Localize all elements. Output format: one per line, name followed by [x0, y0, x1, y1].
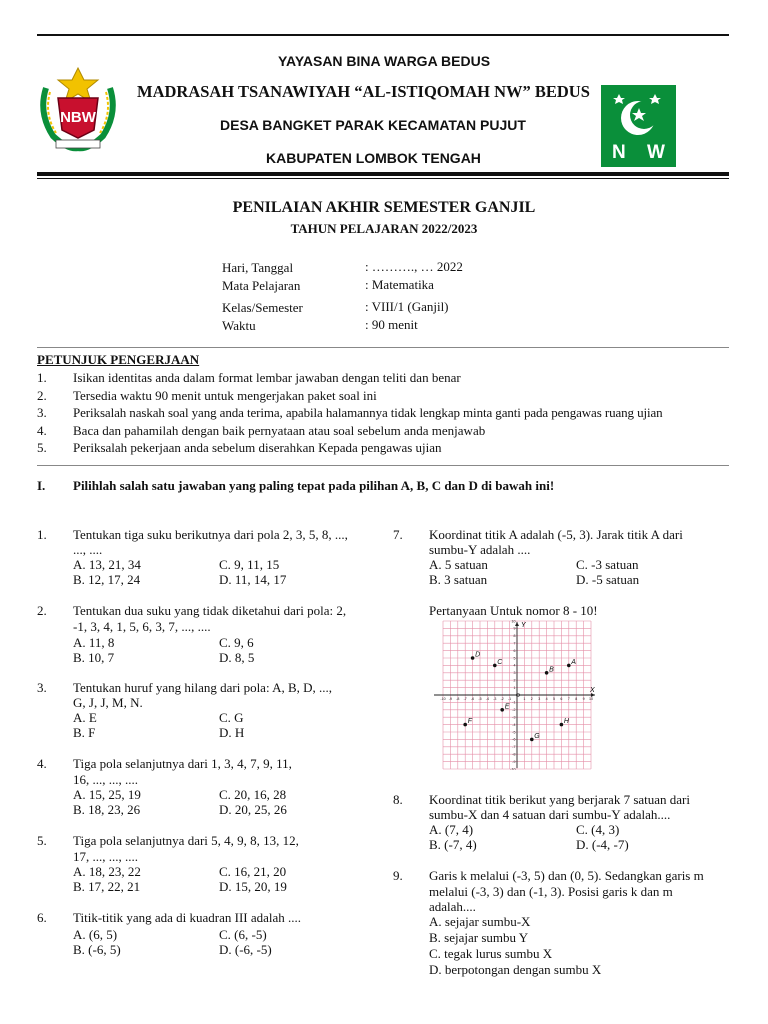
info-value: : Matematika	[365, 276, 434, 292]
question-number: 9.	[393, 868, 403, 883]
info-value: : 90 menit	[365, 316, 418, 332]
y-tick-label: -5	[512, 730, 516, 735]
point-g	[530, 738, 534, 742]
option-b[interactable]: B. 18, 23, 26	[73, 802, 141, 817]
x-tick-label: -10	[440, 697, 446, 701]
coordinate-graph	[432, 620, 597, 770]
question-line: ..., ....	[73, 542, 103, 557]
question-number: 1.	[37, 527, 47, 542]
option-c[interactable]: C. G	[219, 710, 244, 725]
logo-left-lettering: NBW	[60, 109, 96, 126]
option-d[interactable]: D. 8, 5	[219, 650, 255, 665]
origin-label: O	[516, 693, 520, 699]
instructions-rule-top	[37, 347, 729, 348]
x-tick-label: -6	[470, 697, 475, 701]
question-line: G, J, J, M, N.	[73, 695, 143, 710]
info-label: Mata Pelajaran	[222, 277, 301, 293]
info-row-date	[222, 259, 622, 277]
y-tick-label: 5	[513, 656, 516, 661]
info-value: : VIII/1 (Ganjil)	[365, 298, 449, 314]
y-tick-label: 3	[513, 671, 516, 676]
option-a[interactable]: A. 13, 21, 34	[73, 557, 141, 572]
instruction-text: Periksalah naskah soal yang anda terima, apabila halamannya tidak lengkap minta ganti pada pengawas ruang ujian	[73, 405, 663, 420]
point-d	[471, 656, 475, 660]
y-tick-label: 10	[511, 620, 516, 624]
instruction-item	[37, 440, 737, 458]
question-line: 16, ..., ..., ....	[73, 772, 138, 787]
exam-info	[222, 259, 622, 335]
question-number: 5.	[37, 833, 47, 848]
x-tick-label: -7	[463, 697, 467, 701]
option-c[interactable]: C. 9, 11, 15	[219, 557, 280, 572]
option-c[interactable]: C. (6, -5)	[219, 927, 267, 942]
x-tick-label: -2	[500, 697, 504, 701]
option-d[interactable]: D. H	[219, 725, 245, 740]
option-d[interactable]: D. 20, 25, 26	[219, 802, 287, 817]
question-number: 4.	[37, 756, 47, 771]
option-c[interactable]: C. 20, 16, 28	[219, 787, 287, 802]
point-c	[493, 664, 497, 668]
instruction-text: Tersedia waktu 90 menit untuk mengerjakan paket soal ini	[73, 387, 377, 403]
question-line: 17, ..., ..., ....	[73, 849, 138, 864]
question-line: sumbu-X dan 4 satuan dari sumbu-Y adalah....	[429, 807, 671, 822]
question-line: Tentukan tiga suku berikutnya dari pola 2, 3, 5, 8, ...,	[73, 527, 348, 542]
question-line: Koordinat titik berikut yang berjarak 7 satuan dari	[429, 792, 691, 807]
option-a[interactable]: A. E	[73, 710, 97, 725]
x-tick-label: 1	[523, 697, 526, 701]
instructions-heading: PETUNJUK PENGERJAAN	[37, 352, 200, 367]
school-logo-left	[28, 58, 128, 158]
question-line: Tentukan huruf yang hilang dari pola: A, B, D, ...,	[73, 680, 333, 695]
question-line: Tiga pola selanjutnya dari 5, 4, 9, 8, 13, 12,	[73, 833, 299, 848]
option-b[interactable]: B. F	[73, 725, 96, 740]
question-number: 2.	[37, 603, 47, 618]
option-b[interactable]: B. 17, 22, 21	[73, 879, 141, 894]
point-label: G	[534, 732, 540, 740]
point-label: E	[504, 703, 510, 711]
instruction-number: 2.	[37, 387, 47, 403]
instructions-list	[37, 370, 737, 458]
y-tick-label: -6	[512, 737, 516, 742]
x-tick-label: -3	[493, 697, 497, 701]
option-c[interactable]: C. tegak lurus sumbu X	[429, 946, 553, 961]
section-number: I.	[37, 478, 46, 493]
x-tick-label: -1	[507, 697, 512, 701]
info-label: Kelas/Semester	[222, 299, 303, 315]
option-a[interactable]: A. 11, 8	[73, 635, 115, 650]
header-rule-thin	[37, 178, 729, 179]
point-a	[567, 664, 571, 668]
x-tick-label: 9	[582, 697, 585, 701]
point-label: B	[549, 666, 554, 674]
point-label: H	[563, 718, 569, 726]
exam-year: TAHUN PELAJARAN 2022/2023	[290, 221, 478, 236]
x-tick-label: 3	[538, 697, 541, 701]
x-tick-label: 8	[575, 697, 578, 701]
y-tick-label: -7	[512, 745, 516, 750]
y-tick-label: -1	[512, 700, 516, 705]
question-line: Titik-titik yang ada di kuadran III adalah ....	[73, 910, 302, 925]
option-a[interactable]: A. 5 satuan	[429, 557, 488, 572]
coordinate-plane	[432, 620, 597, 770]
instruction-number: 1.	[37, 370, 47, 385]
point-h	[560, 723, 564, 727]
axis-y-label: Y	[521, 622, 526, 629]
y-tick-label: -2	[512, 708, 516, 713]
point-b	[545, 671, 549, 675]
logo-right-lettering: N W	[612, 142, 665, 163]
y-tick-label: 1	[513, 685, 516, 690]
question-number: 8.	[393, 792, 403, 807]
option-d[interactable]: D. 11, 14, 17	[219, 572, 287, 587]
nw-logo-right	[601, 85, 676, 167]
option-d[interactable]: D. -5 satuan	[576, 572, 640, 587]
point-label: D	[475, 651, 481, 659]
option-b[interactable]: B. 3 satuan	[429, 572, 488, 587]
point-label: A	[571, 658, 576, 666]
instruction-text: Baca dan pahamilah dengan baik pernyataan atau soal sebelum anda menjawab	[73, 422, 486, 438]
question-line: Tentukan dua suku yang tidak diketahui dari pola: 2,	[73, 603, 347, 618]
question-number: 3.	[37, 680, 47, 695]
y-arrow-icon	[515, 622, 519, 626]
school-emblem-icon	[28, 58, 128, 158]
instructions-rule-bottom	[37, 465, 729, 466]
option-a[interactable]: A. 15, 25, 19	[73, 787, 141, 802]
option-c[interactable]: C. 16, 21, 20	[219, 864, 287, 879]
x-tick-label: 6	[560, 697, 563, 701]
y-tick-label: -9	[512, 759, 516, 764]
x-tick-label: -4	[485, 697, 490, 701]
question-line: Koordinat titik A adalah (-5, 3). Jarak titik A dari	[429, 527, 683, 542]
x-tick-label: 5	[553, 697, 555, 701]
option-b[interactable]: B. (-7, 4)	[429, 837, 477, 852]
section-instruction: Pilihlah salah satu jawaban yang paling tepat pada pilihan A, B, C dan D di bawah ini!	[73, 478, 555, 493]
instruction-item	[37, 423, 737, 441]
option-b[interactable]: B. sejajar sumbu Y	[429, 930, 529, 945]
axis-x-label: X	[590, 687, 595, 694]
foundation-name: YAYASAN BINA WARGA BEDUS	[277, 53, 491, 69]
y-tick-label: -10	[510, 767, 516, 770]
x-tick-label: -8	[456, 697, 460, 701]
regency-address: KABUPATEN LOMBOK TENGAH	[266, 150, 481, 166]
instruction-item	[37, 370, 737, 388]
point-f	[463, 723, 467, 727]
y-tick-label: -3	[512, 715, 516, 720]
info-row-subject	[222, 277, 622, 299]
x-tick-label: 4	[545, 697, 548, 701]
option-b[interactable]: B. (-6, 5)	[73, 942, 121, 957]
option-a[interactable]: A. 18, 23, 22	[73, 864, 141, 879]
option-d[interactable]: D. 15, 20, 19	[219, 879, 287, 894]
question-line: Garis k melalui (-3, 5) dan (0, 5). Sedangkan garis m	[429, 868, 704, 883]
x-tick-label: -9	[448, 697, 453, 701]
instruction-item	[37, 405, 737, 423]
point-label: F	[467, 718, 472, 726]
x-tick-label: 7	[567, 697, 570, 701]
y-tick-label: -8	[512, 752, 516, 757]
option-a[interactable]: A. (7, 4)	[429, 822, 474, 837]
info-row-class	[222, 299, 622, 317]
instruction-number: 4.	[37, 422, 47, 438]
village-address: DESA BANGKET PARAK KECAMATAN PUJUT	[220, 117, 526, 133]
option-c[interactable]: C. (4, 3)	[576, 822, 620, 837]
exam-title: PENILAIAN AKHIR SEMESTER GANJIL	[232, 199, 536, 216]
graph-caption: Pertanyaan Untuk nomor 8 - 10!	[429, 603, 598, 618]
instruction-text: Periksalah pekerjaan anda sebelum diserahkan Kepada pengawas ujian	[73, 440, 442, 455]
point-label: C	[497, 658, 503, 666]
y-tick-label: 2	[513, 678, 516, 683]
info-row-time	[222, 317, 622, 335]
option-c[interactable]: C. -3 satuan	[576, 557, 639, 572]
option-a[interactable]: A. sejajar sumbu-X	[429, 914, 531, 929]
option-d[interactable]: D. berpotongan dengan sumbu X	[429, 962, 602, 977]
option-b[interactable]: B. 12, 17, 24	[73, 572, 141, 587]
y-tick-label: 4	[513, 663, 516, 668]
question-line: Tiga pola selanjutnya dari 1, 3, 4, 7, 9, 11,	[73, 756, 292, 771]
question-line: adalah....	[429, 899, 476, 914]
x-tick-label: 10	[589, 697, 593, 701]
info-label: Waktu	[222, 317, 256, 333]
info-value: : ………., … 2022	[365, 259, 463, 274]
option-a[interactable]: A. (6, 5)	[73, 927, 118, 942]
instruction-text: Isikan identitas anda dalam format lembar jawaban dengan teliti dan benar	[73, 370, 461, 385]
question-line: melalui (-3, 3) dan (-1, 3). Posisi garis k dan m	[429, 884, 673, 899]
header-rule-thick	[37, 172, 729, 176]
option-c[interactable]: C. 9, 6	[219, 635, 254, 650]
y-tick-label: -4	[512, 722, 516, 727]
y-tick-label: 7	[513, 641, 516, 646]
question-line: sumbu-Y adalah ....	[429, 542, 531, 557]
x-tick-label: 2	[530, 697, 533, 701]
question-number: 7.	[393, 527, 403, 542]
y-tick-label: 8	[513, 634, 516, 639]
option-d[interactable]: D. (-4, -7)	[576, 837, 629, 852]
instruction-item	[37, 388, 737, 406]
y-tick-label: 9	[513, 626, 516, 631]
instruction-number: 3.	[37, 405, 47, 420]
question-number: 6.	[37, 910, 47, 925]
option-d[interactable]: D. (-6, -5)	[219, 942, 272, 957]
point-e	[500, 708, 504, 712]
question-line: -1, 3, 4, 1, 5, 6, 3, 7, ..., ....	[73, 619, 211, 634]
instruction-number: 5.	[37, 440, 47, 455]
school-name: MADRASAH TSANAWIYAH “AL-ISTIQOMAH NW” BEDUS	[137, 82, 590, 101]
x-tick-label: -5	[478, 697, 482, 701]
info-label: Hari, Tanggal	[222, 260, 294, 275]
option-b[interactable]: B. 10, 7	[73, 650, 115, 665]
top-rule	[37, 34, 729, 36]
y-tick-label: 6	[513, 648, 516, 653]
